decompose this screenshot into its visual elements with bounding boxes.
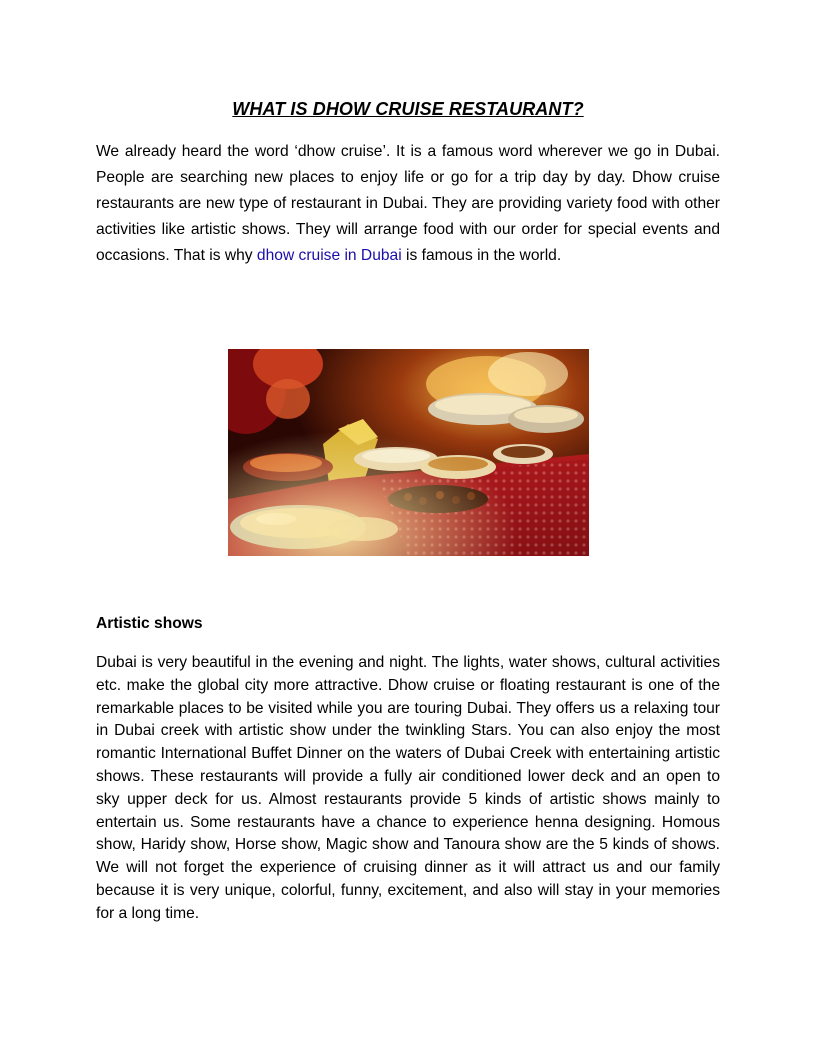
buffet-photo bbox=[228, 349, 589, 556]
intro-text-after-link: is famous in the world. bbox=[401, 247, 562, 264]
section-paragraph: Dubai is very beautiful in the evening and night. The lights, water shows, cultural activities etc. make the global city more attractive. Dhow cruise or floating restaurant is one of the remarkable places to be visited while you are touring Dubai. They offers us a relaxing tour in Dubai creek with artistic show under the twinkling Stars. You can also enjoy the most romantic International Buffet Dinner on the waters of Dubai Creek with entertaining artistic shows. These restaurants will provide a fully air conditioned lower deck and an open to sky upper deck for us. Almost restaurants provide 5 kinds of artistic shows mainly to entertain us. Some restaurants have a chance to experience henna designing. Homous show, Haridy show, Horse show, Magic show and Tanoura show are the 5 kinds of shows. We will not forget the experience of cruising dinner as it will attract us and our family because it is very unique, colorful, funny, excitement, and also will stay in your memories for a long time. bbox=[96, 654, 720, 922]
page-title: WHAT IS DHOW CRUISE RESTAURANT? bbox=[232, 99, 584, 119]
intro-text-before-link: We already heard the word ‘dhow cruise’. It is a famous word wherever we go in Dubai. People are searching new places to enjoy life or go for a trip day by day. Dhow cruise restaurants are new type of restaurant in Dubai. They are providing variety food with other activities like artistic shows. They will arrange food with our order for special events and occasions. That is why bbox=[96, 143, 720, 264]
section-heading: Artistic shows bbox=[96, 615, 203, 632]
dhow-cruise-dubai-link[interactable]: dhow cruise in Dubai bbox=[256, 247, 402, 264]
intro-paragraph bbox=[96, 139, 720, 269]
